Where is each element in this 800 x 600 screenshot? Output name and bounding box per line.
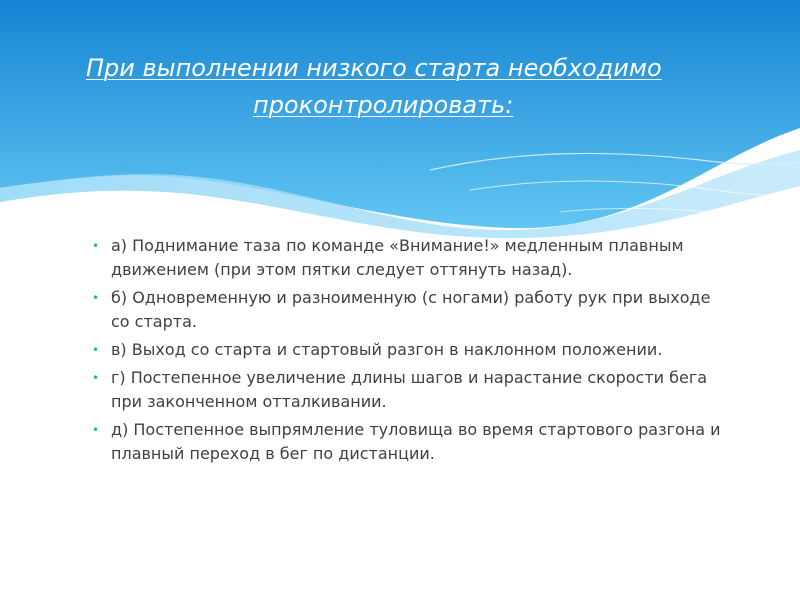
bullet-icon: • bbox=[92, 239, 100, 253]
list-item-text: а) Поднимание таза по команде «Внимание!» медленным плавным движением (при этом пятки следует оттянуть назад). bbox=[111, 236, 684, 279]
list-item bbox=[92, 286, 732, 334]
list-item bbox=[92, 366, 732, 414]
slide-title bbox=[86, 50, 726, 124]
list-item bbox=[92, 418, 732, 466]
bullet-icon: • bbox=[92, 423, 100, 437]
bullet-icon: • bbox=[92, 343, 100, 357]
list-item-text: д) Постепенное выпрямление туловища во время стартового разгона и плавный переход в бег по дистанции. bbox=[111, 420, 721, 463]
list-item bbox=[92, 338, 732, 362]
bullet-icon: • bbox=[92, 371, 100, 385]
list-item bbox=[92, 234, 732, 282]
bullet-icon: • bbox=[92, 291, 100, 305]
slide-title-line-2: проконтролировать: bbox=[253, 91, 514, 119]
list-item-text: в) Выход со старта и стартовый разгон в наклонном положении. bbox=[111, 340, 663, 359]
checklist bbox=[92, 234, 732, 470]
list-item-text: б) Одновременную и разноименную (с ногами) работу рук при выходе со старта. bbox=[111, 288, 711, 331]
list-item-text: г) Постепенное увеличение длины шагов и нарастание скорости бега при законченном отталкивании. bbox=[111, 368, 708, 411]
slide-title-line-1: При выполнении низкого старта необходимо bbox=[86, 54, 662, 82]
